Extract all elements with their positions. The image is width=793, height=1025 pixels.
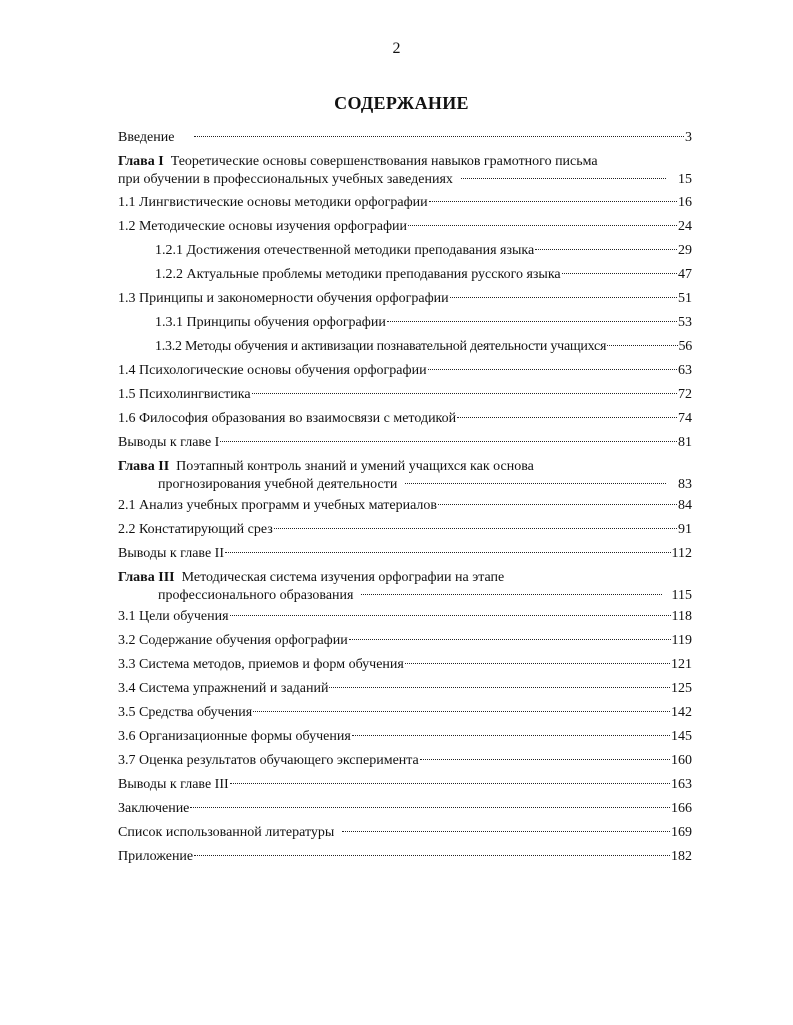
chapter-title-line2: профессионального образования <box>158 588 354 603</box>
toc-entry-page: 118 <box>671 609 692 624</box>
toc-entry-1-3-2 <box>118 338 692 356</box>
toc-entry-page: 83 <box>678 477 692 492</box>
toc-entry-label: 1.6 Философия образования во взаимосвязи с методикой <box>118 411 457 426</box>
toc-entry-label: 3.3 Система методов, приемов и форм обучения <box>118 657 404 672</box>
chapter-title-line1: Поэтапный контроль знаний и умений учащихся как основа <box>176 459 534 474</box>
toc-entry-page: 160 <box>671 753 692 768</box>
toc-entry-3-3 <box>118 656 692 674</box>
toc-entry-page: 84 <box>678 498 692 513</box>
toc-entry-label: 2.1 Анализ учебных программ и учебных материалов <box>118 498 438 513</box>
toc-entry-3-7 <box>118 752 692 770</box>
toc-entry-page: 125 <box>671 681 692 696</box>
toc-entry-label: Приложение <box>118 849 194 864</box>
toc-entry-label: 3.2 Содержание обучения орфографии <box>118 633 348 648</box>
page-number: 2 <box>392 40 401 57</box>
toc-entry-label: Выводы к главе I <box>118 435 220 450</box>
toc-entry-label: Заключение <box>118 801 190 816</box>
toc-entry-page: 56 <box>678 339 692 354</box>
toc-entry-conclusions-3 <box>118 776 692 794</box>
toc-entry-1-6 <box>118 410 692 428</box>
toc-entry-1-5 <box>118 386 692 404</box>
toc-chapter-3 <box>118 569 692 605</box>
toc-entry-intro <box>118 129 692 147</box>
toc-entry-label: Выводы к главе II <box>118 546 224 561</box>
toc-entry-page: 74 <box>678 411 692 426</box>
toc-entry-label: 1.5 Психолингвистика <box>118 387 251 402</box>
toc-entry-3-5 <box>118 704 692 722</box>
toc-entry-1-2-1 <box>118 242 692 260</box>
toc-entry-label: 1.2.1 Достижения отечественной методики преподавания языка <box>155 243 535 258</box>
toc-entry-page: 163 <box>671 777 692 792</box>
toc-entry-page: 91 <box>678 522 692 537</box>
toc-entry-page: 53 <box>678 315 692 330</box>
toc-entry-appendix <box>118 848 692 866</box>
chapter-heading: Глава III <box>118 570 175 585</box>
toc-entry-label: 1.4 Психологические основы обучения орфографии <box>118 363 427 378</box>
chapter-heading: Глава II <box>118 459 170 474</box>
toc-entry-bibliography <box>118 824 692 842</box>
toc-entry-page: 145 <box>671 729 692 744</box>
toc-entry-page: 51 <box>678 291 692 306</box>
toc-entry-label: 1.2.2 Актуальные проблемы методики преподавания русского языка <box>155 267 561 282</box>
toc-entry-conclusions-2 <box>118 545 692 563</box>
toc-entry-label: 3.6 Организационные формы обучения <box>118 729 351 744</box>
toc-entry-page: 47 <box>678 267 692 282</box>
toc-entry-page: 72 <box>678 387 692 402</box>
toc-entry-page: 81 <box>678 435 692 450</box>
toc-entry-page: 169 <box>671 825 692 840</box>
toc-entry-label: 3.4 Система упражнений и заданий <box>118 681 329 696</box>
toc-entry-label: 3.1 Цели обучения <box>118 609 229 624</box>
toc-entry-2-2 <box>118 521 692 539</box>
toc-entry-label: Выводы к главе III <box>118 777 229 792</box>
toc-entry-1-3-1 <box>118 314 692 332</box>
toc-entry-page: 115 <box>671 588 692 603</box>
chapter-title-line2: прогнозирования учебной деятельности <box>158 477 398 492</box>
toc-entry-page: 142 <box>671 705 692 720</box>
toc-entry-page: 16 <box>678 195 692 210</box>
toc-entry-page: 15 <box>678 172 692 187</box>
toc-entry-page: 3 <box>685 130 692 145</box>
toc-entry-label: 1.3.2 Методы обучения и активизации познавательной деятельности учащихся <box>155 339 607 354</box>
toc-entry-label: Список использованной литературы <box>118 825 335 840</box>
toc-entry-label: 3.5 Средства обучения <box>118 705 253 720</box>
toc-entry-1-2 <box>118 218 692 236</box>
toc-entry-2-1 <box>118 497 692 515</box>
chapter-heading: Глава I <box>118 154 164 169</box>
toc-entry-page: 121 <box>671 657 692 672</box>
toc-entry-1-4 <box>118 362 692 380</box>
chapter-title-line2: при обучении в профессиональных учебных заведениях <box>118 172 453 187</box>
toc-chapter-2 <box>118 458 692 494</box>
toc-entry-3-6 <box>118 728 692 746</box>
page-title: СОДЕРЖАНИЕ <box>334 93 469 113</box>
toc-entry-3-4 <box>118 680 692 698</box>
toc-entry-conclusions-1 <box>118 434 692 452</box>
toc-entry-1-1 <box>118 194 692 212</box>
toc-chapter-1 <box>118 153 692 189</box>
toc-entry-page: 24 <box>678 219 692 234</box>
toc-entry-label: Введение <box>118 130 175 145</box>
toc-entry-label: 2.2 Констатирующий срез <box>118 522 273 537</box>
toc-entry-1-3 <box>118 290 692 308</box>
toc-entry-label: 1.3.1 Принципы обучения орфографии <box>155 315 386 330</box>
toc-entry-page: 63 <box>678 363 692 378</box>
toc-entry-page: 119 <box>671 633 692 648</box>
chapter-title-line1: Методическая система изучения орфографии на этапе <box>181 570 505 585</box>
toc-entry-page: 166 <box>671 801 692 816</box>
toc-entry-conclusion <box>118 800 692 818</box>
toc-entry-page: 112 <box>671 546 692 561</box>
toc-entry-page: 182 <box>671 849 692 864</box>
toc-entry-3-1 <box>118 608 692 626</box>
toc-entry-page: 29 <box>678 243 692 258</box>
toc-entry-label: 1.3 Принципы и закономерности обучения орфографии <box>118 291 449 306</box>
toc-entry-label: 1.2 Методические основы изучения орфографии <box>118 219 408 234</box>
toc-entry-label: 1.1 Лингвистические основы методики орфографии <box>118 195 428 210</box>
toc-entry-label: 3.7 Оценка результатов обучающего эксперимента <box>118 753 419 768</box>
toc-entry-3-2 <box>118 632 692 650</box>
toc-entry-1-2-2 <box>118 266 692 284</box>
chapter-title-line1: Теоретические основы совершенствования навыков грамотного письма <box>170 154 598 169</box>
